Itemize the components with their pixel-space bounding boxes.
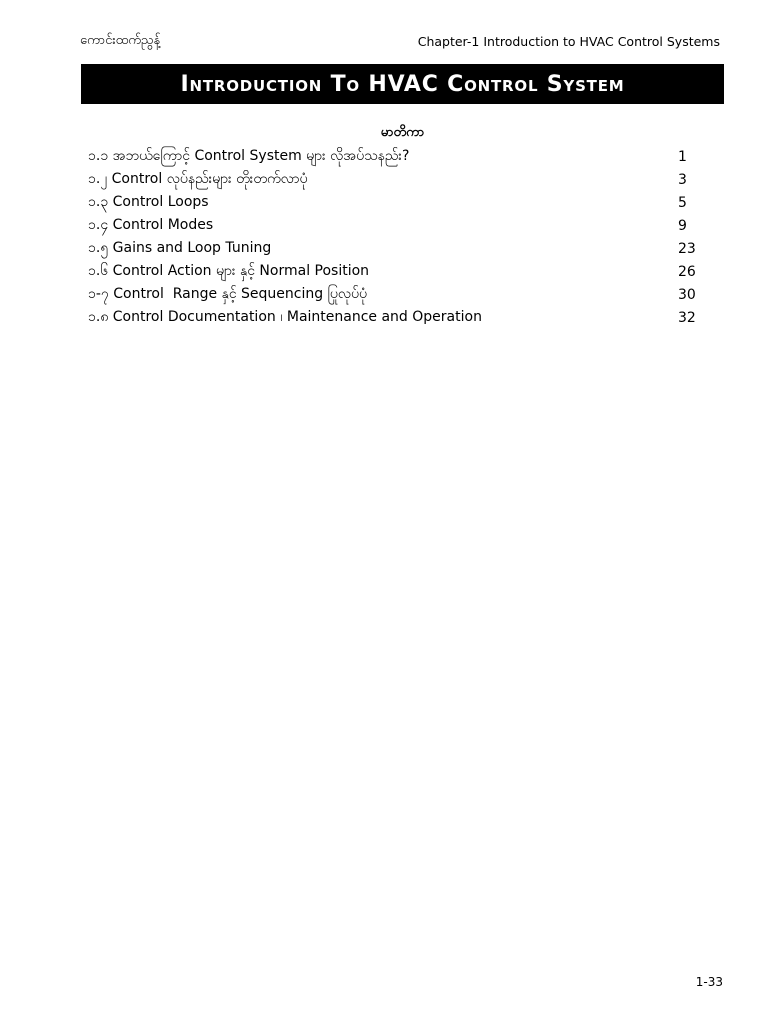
toc-item-7[interactable] [88,283,698,306]
toc-item-title: ၁.၈ Control Documentation ၊ Maintenance and Operation [88,309,482,325]
toc-item-title: ၁.၁ အဘယ်ကြောင့် Control System များ လိုအပ်သနည်း? [88,148,410,164]
toc-item-page: 1 [678,148,687,165]
toc-item-title: ၁.၆ Control Action များ နှင့် Normal Position [88,263,370,279]
toc-item-page: 5 [678,194,687,211]
toc-item-3[interactable] [88,191,698,214]
toc-item-title: ၁-၇ Control Range နှင့် Sequencing ပြုလုပ်ပုံ [88,286,368,302]
toc-item-page: 32 [678,309,696,326]
title-banner [81,64,724,104]
toc-item-title: ၁.၃ Control Loops [88,194,209,210]
toc-item-title: ၁.၄ Control Modes [88,217,214,233]
toc-item-title: ၁.၂ Control လုပ်နည်းများ တိုးတက်လာပုံ [88,171,308,187]
toc-item-page: 3 [678,171,687,188]
page-title: Introduction To HVAC Control System [180,71,625,97]
toc-item-8[interactable] [88,306,698,329]
toc-item-1[interactable] [88,145,698,168]
author-name: ကောင်းထက်ညွန့် [80,32,161,48]
page-number: 1-33 [695,975,723,989]
toc-item-2[interactable] [88,168,698,191]
toc-item-page: 30 [678,286,696,303]
toc-heading: မာတိကာ [380,125,425,140]
toc-item-page: 23 [678,240,696,257]
toc-item-6[interactable] [88,260,698,283]
toc-item-page: 9 [678,217,687,234]
toc-item-4[interactable] [88,214,698,237]
toc-item-page: 26 [678,263,696,280]
chapter-title: Chapter-1 Introduction to HVAC Control Systems [417,33,720,49]
table-of-contents [88,145,698,329]
toc-item-title: ၁.၅ Gains and Loop Tuning [88,240,272,256]
toc-item-5[interactable] [88,237,698,260]
page-header [80,31,720,51]
